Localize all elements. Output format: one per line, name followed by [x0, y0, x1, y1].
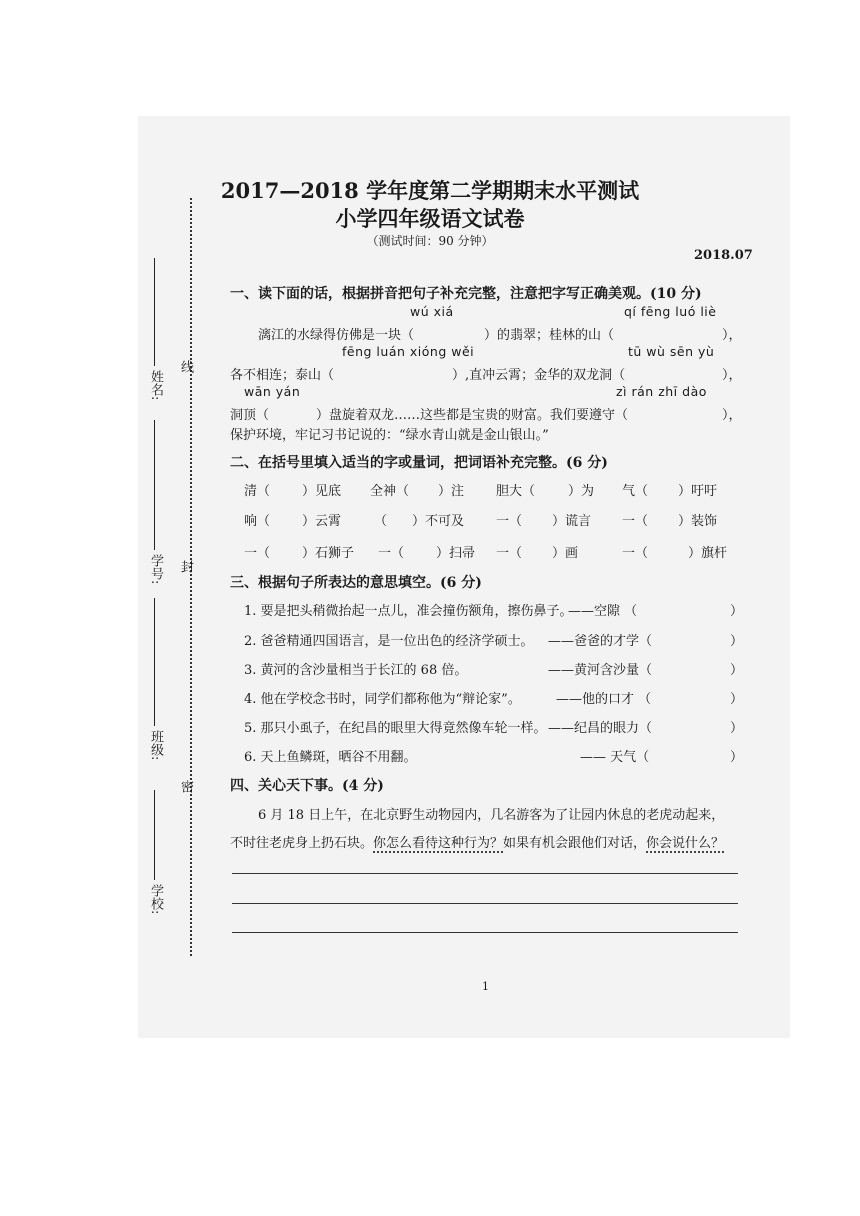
s3-answer-1: ——空隙 （ [568, 604, 638, 619]
answer-line-2[interactable] [232, 903, 738, 904]
name-label: 姓名: [148, 370, 163, 401]
pinyin-tuwusenyu: tū wù sēn yù [628, 344, 715, 359]
seal-seal-char: 封 [178, 560, 193, 573]
idiom-blank-close: ）见底 [302, 484, 342, 499]
s1-line3-part2: ）盘旋着双龙……这些都是宝贵的财富。我们要遵守（ [316, 408, 629, 423]
pinyin-ziranzhidao: zì rán zhī dào [616, 384, 707, 399]
page-number: 1 [482, 980, 489, 993]
s3-close-4: ） [730, 692, 744, 707]
idiom-blank-open: 一（ [622, 546, 649, 561]
s4-text-a: 不时往老虎身上扔石块。 [230, 836, 374, 851]
name-field-line [154, 258, 155, 366]
idiom-blank-close: ）不可及 [412, 514, 465, 529]
s3-sentence-5: 5. 那只小虱子，在纪昌的眼里大得竟然像车轮一样。 [244, 721, 547, 736]
s1-line1-part2: ）的翡翠；桂林的山（ [484, 328, 615, 343]
exam-date: 2018.07 [694, 248, 753, 263]
idiom-blank-open: 清（ [244, 484, 271, 499]
idiom-blank-close: ）为 [568, 484, 595, 499]
number-field-line [154, 420, 155, 550]
s4-question-2: 你会说什么？ [646, 836, 725, 851]
idiom-blank-open: （ [374, 514, 388, 529]
idiom-blank-open: 一（ [244, 546, 271, 561]
seal-line-char: 线 [178, 360, 193, 373]
idiom-blank-close: ）扫帚 [436, 546, 476, 561]
idiom-blank-close: ）装饰 [678, 514, 718, 529]
s3-sentence-6: 6. 天上鱼鳞斑，晒谷不用翻。 [244, 750, 417, 765]
s3-close-2: ） [730, 634, 744, 649]
idiom-blank-open: 一（ [496, 514, 523, 529]
exam-title-line1: 2017—2018 学年度第二学期期末水平测试 [220, 178, 640, 203]
s4-paragraph-line1: 6 月 18 日上午，在北京野生动物园内，几名游客为了让园内休息的老虎动起来， [258, 808, 725, 823]
s3-answer-4: ——他的口才 （ [556, 692, 652, 707]
s4-text-c: 如果有机会跟他们对话， [503, 836, 647, 851]
idiom-blank-open: 一（ [622, 514, 649, 529]
idiom-blank-close: ）谎言 [552, 514, 592, 529]
s3-sentence-2: 2. 爸爸精通四国语言，是一位出色的经济学硕士。 [244, 634, 534, 649]
idiom-blank-open: 全神（ [370, 484, 410, 499]
idiom-blank-close: ）云霄 [302, 514, 342, 529]
idiom-blank-close: ）吁吁 [678, 484, 718, 499]
class-field-line [154, 598, 155, 726]
s1-line2-part2: ）,直冲云霄；金华的双龙洞（ [452, 368, 626, 383]
idiom-blank-open: 一（ [378, 546, 405, 561]
s3-answer-6: —— 天气（ [580, 750, 650, 765]
seal-secret-char: 密 [178, 780, 193, 793]
section1-heading: 一、读下面的话，根据拼音把句子补充完整，注意把字写正确美观。(10 分) [230, 286, 702, 302]
s1-line2-part1: 各不相连；泰山（ [230, 368, 335, 383]
s3-close-6: ） [730, 750, 744, 765]
exam-time: （测试时间：90 分钟） [366, 234, 494, 248]
idiom-blank-close: ）画 [552, 546, 579, 561]
s1-line4: 保护环境，牢记习书记说的：“绿水青山就是金山银山。” [230, 428, 549, 443]
school-label: 学校: [148, 884, 163, 915]
s3-sentence-1: 1. 要是把头稍微抬起一点儿，准会撞伤额角，擦伤鼻子。 [244, 604, 573, 619]
s3-answer-3: ——黄河含沙量（ [548, 663, 653, 678]
answer-line-1[interactable] [232, 873, 738, 874]
class-label: 班级: [148, 730, 163, 761]
s3-close-3: ） [730, 663, 744, 678]
pinyin-fengluanxiongwei: fēng luán xióng wěi [342, 344, 475, 359]
idiom-blank-close: ）石狮子 [302, 546, 355, 561]
s3-sentence-4: 4. 他在学校念书时，同学们都称他为“辩论家”。 [244, 692, 521, 707]
s3-answer-2: ——爸爸的才学（ [548, 634, 653, 649]
s3-answer-5: ——纪昌的眼力（ [548, 721, 653, 736]
exam-title-line2: 小学四年级语文试卷 [335, 206, 525, 231]
s1-line2-part3: ）， [722, 368, 742, 383]
idiom-blank-close: ）旗杆 [688, 546, 728, 561]
s3-close-1: ） [730, 604, 744, 619]
s3-close-5: ） [730, 721, 744, 736]
s1-line3-part1: 洞顶（ [230, 408, 270, 423]
section2-heading: 二、在括号里填入适当的字或量词，把词语补充完整。(6 分) [230, 455, 608, 471]
answer-line-3[interactable] [232, 932, 738, 933]
s1-line1-part1: 漓江的水绿得仿佛是一块（ [258, 328, 415, 343]
section3-heading: 三、根据句子所表达的意思填空。(6 分) [230, 575, 482, 591]
pinyin-wanyan: wān yán [244, 384, 301, 399]
s3-sentence-3: 3. 黄河的含沙量相当于长江的 68 倍。 [244, 663, 468, 678]
school-field-line [154, 790, 155, 880]
s1-line3-part3: ）， [722, 408, 742, 423]
section4-heading: 四、关心天下事。(4 分) [230, 778, 384, 794]
binding-dotted-line [190, 198, 192, 956]
idiom-blank-open: 一（ [496, 546, 523, 561]
idiom-blank-open: 响（ [244, 514, 271, 529]
s4-question-1: 你怎么看待这种行为？ [373, 836, 504, 851]
idiom-blank-open: 胆大（ [496, 484, 536, 499]
s1-line1-part3: ）， [722, 328, 742, 343]
pinyin-wuxia: wú xiá [410, 304, 454, 319]
pinyin-qifengluolie: qí fēng luó liè [624, 304, 717, 319]
idiom-blank-open: 气（ [622, 484, 649, 499]
number-label: 学号: [148, 554, 163, 585]
s4-paragraph-line2 [230, 832, 724, 851]
idiom-blank-close: ）注 [438, 484, 465, 499]
